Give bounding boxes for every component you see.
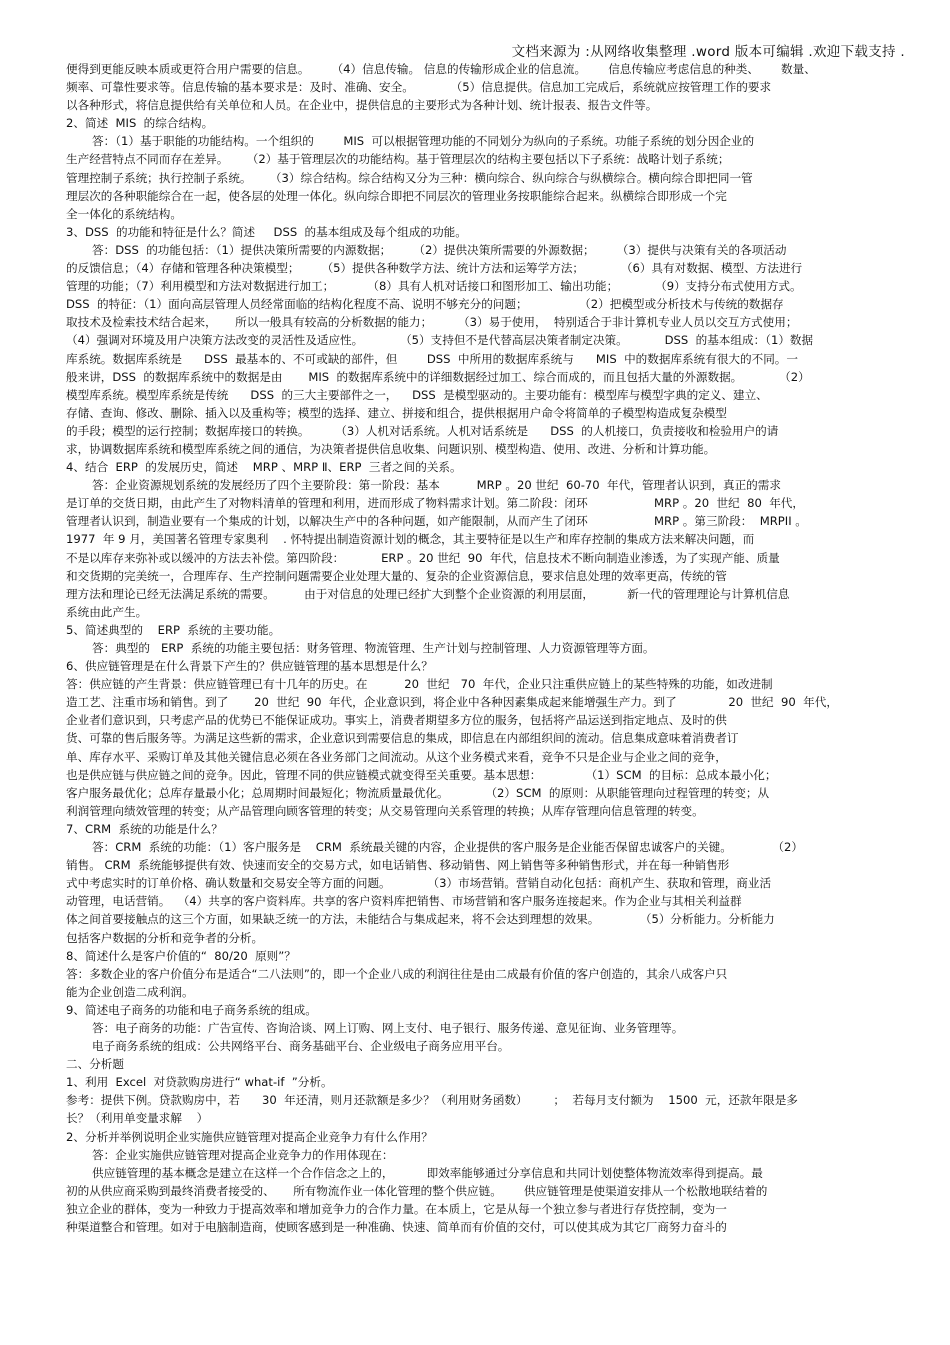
text-line: 答：CRM 系统的功能：（1）客户服务是 CRM 系统最关键的内容，企业提供的客户服务是企业能否保留忠诚客户的关键。 （2） xyxy=(92,840,803,855)
text-line: 生产经营特点不同而存在差异。 （2）基于管理层次的功能结构。基于管理层次的结构主要包括以下子系统：战略计划子系统； xyxy=(66,152,730,167)
text-line: 答：电子商务的功能：广告宣传、咨询洽谈、网上订购、网上支付、电子银行、服务传递、意见征询、业务管理等。 xyxy=(92,1020,684,1035)
text-line: 供应链管理的基本概念是建立在这样一个合作信念之上的， 即效率能够通过分享信息和共同计划使整体物流效率得到提高。最 xyxy=(92,1165,763,1180)
text-line: 管理者认识到，制造业要有一个集成的计划，以解决生产中的各种问题，如产能限制，从而产生了闭环 MRP 。第三阶段： MRPII 。 xyxy=(66,514,807,529)
text-line: 是订单的交货日期，由此产生了对物料清单的管理和利用，进而形成了物料需求计划。第二阶段：闭环 MRP 。20 世纪 80 年代， xyxy=(66,496,804,511)
text-line: 和交货期的完美统一，合理库存、生产控制问题需要企业处理大量的、复杂的企业资源信息，要求信息处理的效率更高，传统的管 xyxy=(66,568,727,583)
text-line: 管理的功能；（7）利用模型和方法对数据进行加工； （8）具有人机对话接口和图形加工、输出功能； （9）支持分布式使用方式。 xyxy=(66,279,802,294)
text-line: 以各种形式，将信息提供给有关单位和人员。在企业中，提供信息的主要形式为各种计划、统计报表、报告文件等。 xyxy=(66,98,658,113)
text-line: 理方法和理论已经无法满足系统的需要。 由于对信息的处理已经扩大到整个企业资源的利用层面， 新一代的管理理论与计算机信息 xyxy=(66,586,790,601)
page-header: 文档来源为 :从网络收集整理 .word 版本可编辑 .欢迎下载支持 . xyxy=(511,44,905,60)
text-line: 也是供应链与供应链之间的竞争。因此，管理不同的供应链模式就变得至关重要。基本思想： （1）SCM 的目标：总成本最小化； xyxy=(66,767,777,782)
text-line: 2、简述 MIS 的综合结构。 xyxy=(66,116,214,131)
text-line: 存储、查询、修改、删除、插入以及重构等；模型的选择、建立、拼接和组合，提供根据用户命令将简单的子模型构造成复杂模型 xyxy=(66,405,727,420)
text-line: 3、DSS 的功能和特征是什么？简述 DSS 的基本组成及每个组成的功能。 xyxy=(66,224,467,239)
text-line: 式中考虑实时的订单价格、确认数量和交易安全等方面的问题。 （3）市场营销。营销自动化包括：商机产生、获取和管理，商业活 xyxy=(66,876,772,891)
text-line: 电子商务系统的组成：公共网络平台、商务基础平台、企业级电子商务应用平台。 xyxy=(92,1039,510,1054)
text-line: 参考：提供下例。贷款购房中，若 30 年还清，则月还款额是多少？（利用财务函数） ； 若每月支付额为 1500 元，还款年限是多 xyxy=(66,1093,798,1108)
text-line: 答：供应链的产生背景：供应链管理已有十几年的历史。在 20 世纪 70 年代，企业只注重供应链上的某些特殊的功能，如改进制 xyxy=(66,677,773,692)
text-line: 答：DSS 的功能包括：（1）提供决策所需要的内源数据； （2）提供决策所需要的外源数据； （3）提供与决策有关的各项活动 xyxy=(92,242,787,257)
text-line: 的手段；模型的运行控制；数据库接口的转换。 （3）人机对话系统。人机对话系统是 DSS 的人机接口，负责接收和检验用户的请 xyxy=(66,423,779,438)
text-line: 企业者们意识到，只考虑产品的优势已不能保证成功。事实上，消费者期望多方位的服务，包括将产品运送到指定地点、及时的供 xyxy=(66,713,727,728)
text-line: 1、利用 Excel 对贷款购房进行“ what-if ”分析。 xyxy=(66,1075,333,1090)
text-line: 求，协调数据库系统和模型库系统之间的通信，为决策者提供信息收集、问题识别、模型构造、使用、改进、分析和计算功能。 xyxy=(66,441,716,456)
text-line: 答：典型的 ERP 系统的功能主要包括：财务管理、物流管理、生产计划与控制管理、人力资源管理等方面。 xyxy=(92,641,655,655)
text-line: （4）强调对环境及用户决策方法改变的灵活性及适应性。 （5）支持但不是代替高层决策者制定决策。 DSS 的基本组成：（1）数据 xyxy=(66,333,814,348)
text-line: 答：企业实施供应链管理对提高企业竞争力的作用体现在： xyxy=(92,1147,394,1162)
text-line: 全一体化的系统结构。 xyxy=(66,206,182,221)
text-line: 7、CRM 系统的功能是什么？ xyxy=(66,821,223,836)
text-line: 1977 年 9 月，美国著名管理专家奥利 . 怀特提出制造资源计划的概念，其主要特征是以生产和库存控制的集成方法来解决问题，而 xyxy=(66,532,755,547)
text-line: 般来讲，DSS 的数据库系统中的数据是由 MIS 的数据库系统中的详细数据经过加工、综合而成的，而且包括大量的外源数据。 （2） xyxy=(66,369,810,384)
text-line: 2、分析并举例说明企业实施供应链管理对提高企业竞争力有什么作用？ xyxy=(66,1129,433,1144)
text-line: 独立企业的群体，变为一种致力于提高效率和增加竞争力的合作力量。在本质上，它是从每一个独立参与者进行存货控制，变为一 xyxy=(66,1201,727,1216)
text-line: 二、分析题 xyxy=(66,1057,124,1072)
text-line: 系统由此产生。 xyxy=(66,604,148,619)
text-line: 种渠道整合和管理。如对于电脑制造商，使顾客感到是一种准确、快速、简单而有价值的交付，可以使其成为其它厂商努力奋斗的 xyxy=(66,1220,727,1234)
document-body xyxy=(66,60,882,1236)
text-line: 初的从供应商采购到最终消费者接受的、 所有物流作业一体化管理的整个供应链。 供应链管理是使渠道安排从一个松散地联结着的 xyxy=(66,1183,768,1198)
text-line: 管理控制子系统；执行控制子系统。 （3）综合结构。综合结构又分为三种：横向综合、纵向综合与纵横综合。横向综合即把同一管 xyxy=(66,170,753,185)
text-line: 的反馈信息；（4）存储和管理各种决策模型； （5）提供各种数学方法、统计方法和运筹学方法； （6）具有对数据、模型、方法进行 xyxy=(66,261,803,276)
text-line: 销售。 CRM 系统能够提供有效、快速而安全的交易方式，如电话销售、移动销售、网上销售等多种销售形式，并在每一种销售形 xyxy=(66,858,730,873)
text-line: 答：多数企业的客户价值分布是适合“二八法则”的，即一个企业八成的利润往往是由二成最有价值的客户创造的，其余八成客户只 xyxy=(66,966,728,981)
text-line: 单、库存水平、采购订单及其他关键信息必须在各业务部门之间流动。从这个业务模式来看，竞争不只是企业与企业之间的竞争， xyxy=(66,749,727,764)
text-line: 频率、可靠性要求等。信息传输的基本要求是：及时、准确、安全。 （5）信息提供。信息加工完成后，系统就应按管理工作的要求 xyxy=(66,80,772,95)
text-line: 答：企业资源规划系统的发展经历了四个主要阶段：第一阶段：基本 MRP 。20 世纪 60-70 年代，管理者认识到，真正的需求 xyxy=(92,478,781,493)
text-line: 8、简述什么是客户价值的“ 80/20 原则”？ xyxy=(66,948,296,963)
text-line: 库系统。数据库系统是 DSS 最基本的、不可或缺的部件，但 DSS 中所用的数据库系统与 MIS 中的数据库系统有很大的不同。一 xyxy=(66,351,798,366)
text-line: 利润管理向绩效管理的转变；从产品管理向顾客管理的转变；从交易管理向关系管理的转换；从库存管理向信息管理的转变。 xyxy=(66,803,704,818)
text-line: 造工艺、注重市场和销售。到了 20 世纪 90 年代，企业意识到，将企业中各种因素集成起来能增强生产力。到了 20 世纪 90 年代， xyxy=(66,695,838,710)
text-line: 体之间首要接触点的这三个方面，如果缺乏统一的方法，未能结合与集成起来，将不会达到理想的效果。 （5）分析能力。分析能力 xyxy=(66,912,775,927)
text-line: 模型库系统。模型库系统是传统 DSS 的三大主要部件之一， DSS 是模型驱动的。主要功能有：模型库与模型字典的定义、建立、 xyxy=(66,387,768,402)
text-line: 动管理，电话营销。 （4）共享的客户资料库。共享的客户资料库把销售、市场营销和客户服务连接起来。作为企业与其相关利益群 xyxy=(66,894,742,909)
text-line: 理层次的各种职能综合在一起，使各层的处理一体化。纵向综合即把不同层次的管理业务按职能综合起来。纵横综合即形成一个完 xyxy=(66,188,727,203)
text-line: 长？（利用单变量求解 ） xyxy=(66,1111,209,1126)
text-line: 包括客户数据的分析和竞争者的分析。 xyxy=(66,930,264,945)
text-line: 便得到更能反映本质或更符合用户需要的信息。 （4）信息传输。 信息的传输形成企业的信息流。 信息传输应考虑信息的种类、 数量、 xyxy=(66,62,816,76)
text-line: 客户服务最优化；总库存量最小化；总周期时间最短化；物流质量最优化。 （2）SCM 的原则：从职能管理向过程管理的转变；从 xyxy=(66,785,770,800)
text-line: 货、可靠的售后服务等。为满足这些新的需求，企业意识到需要信息的集成，即信息在内部组织间的流动。信息集成意味着消费者订 xyxy=(66,731,739,746)
text-line: 5、简述典型的 ERP 系统的主要功能。 xyxy=(66,622,281,637)
text-line: 取技术及检索技术结合起来， 所以一般具有较高的分析数据的能力； （3）易于使用， 特别适合于非计算机专业人员以交互方式使用； xyxy=(66,315,798,330)
text-line: 能为企业创造二成利润。 xyxy=(66,984,194,999)
text-line: 4、结合 ERP 的发展历史，简述 MRP 、MRP Ⅱ、ERP 三者之间的关系。 xyxy=(66,460,462,475)
text-line: 6、供应链管理是在什么背景下产生的？供应链管理的基本思想是什么？ xyxy=(66,659,433,674)
text-line: 答：（1）基于职能的功能结构。一个组织的 MIS 可以根据管理功能的不同划分为纵向的子系统。功能子系统的划分因企业的 xyxy=(92,134,755,149)
text-line: 9、简述电子商务的功能和电子商务系统的组成。 xyxy=(66,1002,317,1017)
text-line: DSS 的特征：（1）面向高层管理人员经常面临的结构化程度不高、说明不够充分的问题； （2）把模型或分析技术与传统的数据存 xyxy=(66,297,784,312)
text-line: 不是以库存来弥补或以缓冲的方法去补偿。第四阶段： ERP 。20 世纪 90 年代，信息技术不断向制造业渗透，为了实现产能、质量 xyxy=(66,550,780,565)
